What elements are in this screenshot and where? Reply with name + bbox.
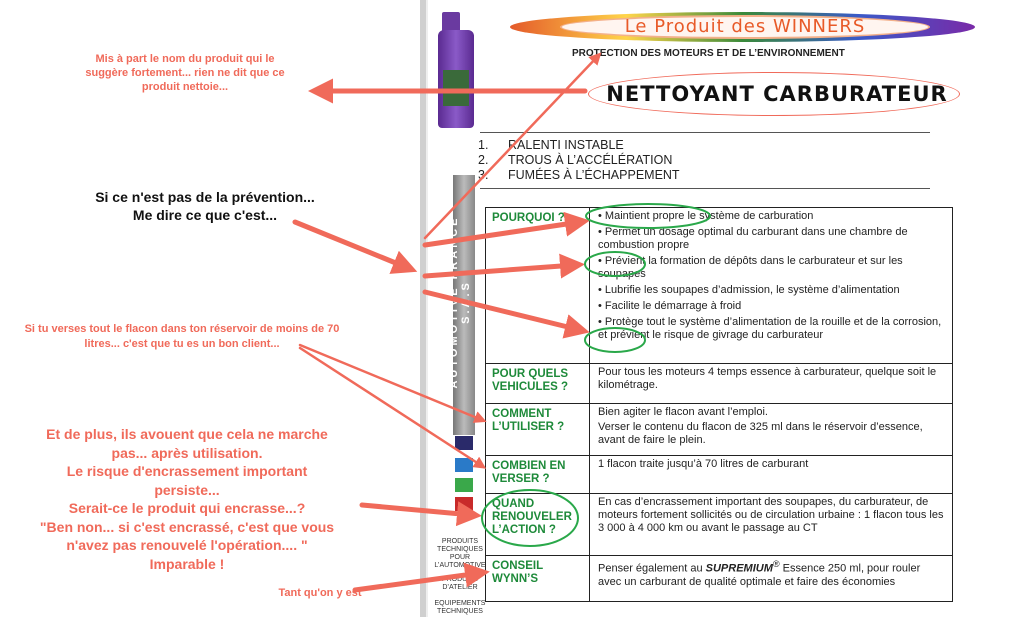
symptom-item: 2. TROUS À L’ACCÉLÉRATION: [478, 153, 673, 167]
arrow-to-utiliser: [300, 345, 482, 420]
row-label-vehicules: POUR QUELS VEHICULES ?: [486, 364, 590, 404]
arrow-to-document: [295, 222, 408, 268]
row-value-conseil: Penser également au SUPREMIUM® Essence 250 ml, pour rouler avec un carburant de qualité optimale et faire des économies: [590, 556, 953, 602]
row-label-renouveler: QUAND RENOUVELER L’ACTION ?: [486, 494, 590, 556]
document-heading: PROTECTION DES MOTEURS ET DE L’ENVIRONNEMENT: [572, 48, 845, 59]
arrow-to-conseil: [355, 573, 480, 590]
arrow-to-previent: [425, 265, 575, 276]
annotation-tant-quon-y-est: Tant qu'on y est: [278, 587, 362, 599]
benefit-item: • Permet un dosage optimal du carburant dans une chambre de combustion propre: [598, 226, 908, 251]
arrow-to-combien: [300, 348, 482, 466]
footer-produits-atelier: PRODUITS D’ATELIER: [441, 576, 479, 591]
row-value-combien: 1 flacon traite jusqu’à 70 litres de carburant: [590, 456, 953, 494]
supremium-brand: SUPREMIUM: [705, 562, 773, 575]
row-value-renouveler: En cas d’encrassement important des soupapes, du carburateur, de moteurs fortement sollicités ou de circulation urbaine : 1 flacon tous les 3 000 à 4 000 km ou avant le passage au CT: [590, 494, 953, 556]
benefit-item: • Facilite le démarrage à froid: [598, 300, 742, 312]
arrow-to-renouveler: [362, 505, 472, 515]
arrow-to-heading: [425, 56, 598, 238]
product-title: NETTOYANT CARBURATEUR: [606, 82, 948, 106]
benefit-item: • Protège tout le système d’alimentation de la rouille et de la corrosion, et prévient le risque de givrage du carburateur: [598, 316, 942, 341]
footer-equipements: EQUIPEMENTS TECHNIQUES: [434, 600, 486, 615]
annotation-name-only: Mis à part le nom du produit qui le suggère fortement... rien ne dit que ce produit nettoie...: [85, 53, 285, 93]
banner-title: Le Produit des WINNERS: [624, 16, 866, 37]
vertical-brand-text: AUTOMOTIVE FRANCE S.A.S: [448, 215, 472, 389]
symptom-item: 3. FUMÉES À L’ÉCHAPPEMENT: [478, 168, 680, 182]
annotation-prevention: Si ce n'est pas de la prévention... Me dire ce que c'est...: [95, 189, 315, 223]
circle-previent: [585, 252, 645, 276]
footer-produits-techniques: PRODUITS TECHNIQUES POUR L’AUTOMOTIVE: [434, 538, 486, 569]
annotation-bon-client: Si tu verses tout le flacon dans ton réservoir de moins de 70 litres... c'est que tu es un bon client...: [24, 323, 340, 350]
row-value-vehicules: Pour tous les moteurs 4 temps essence à carburateur, quelque soit le kilométrage.: [590, 364, 953, 404]
row-label-utiliser: COMMENT L’UTILISER ?: [486, 404, 590, 456]
usage-line: Bien agiter le flacon avant l’emploi.: [598, 406, 768, 418]
row-label-conseil: CONSEIL WYNN’S: [486, 556, 590, 602]
arrow-to-maintient: [425, 222, 580, 245]
benefit-item: • Lubrifie les soupapes d’admission, le système d’alimentation: [598, 284, 900, 296]
usage-line: Verser le contenu du flacon de 325 ml dans le réservoir d’essence, avant de faire le plein.: [598, 421, 923, 446]
annotation-encrassement: Et de plus, ils avouent que cela ne marche pas... après utilisation. Le risque d'encrassement important persiste... Serait-ce le produit qui encrasse...? "Ben non... si c'est encrassé, c'est que vous n'avez pas renouvelé l'opération.... " Imparable !: [39, 426, 335, 572]
row-label-combien: COMBIEN EN VERSER ?: [486, 456, 590, 494]
benefit-item: • Maintient propre le système de carburation: [598, 210, 814, 222]
arrow-to-protege: [425, 292, 580, 330]
benefit-item: • Prévient la formation de dépôts dans le carburateur et sur les soupapes: [598, 255, 903, 280]
circle-renouveler: [482, 490, 578, 546]
symptom-item: 1. RALENTI INSTABLE: [478, 138, 624, 152]
row-label-pourquoi: POURQUOI ?: [486, 208, 590, 364]
circle-maintient: [586, 204, 710, 228]
circle-protege: [585, 328, 645, 352]
